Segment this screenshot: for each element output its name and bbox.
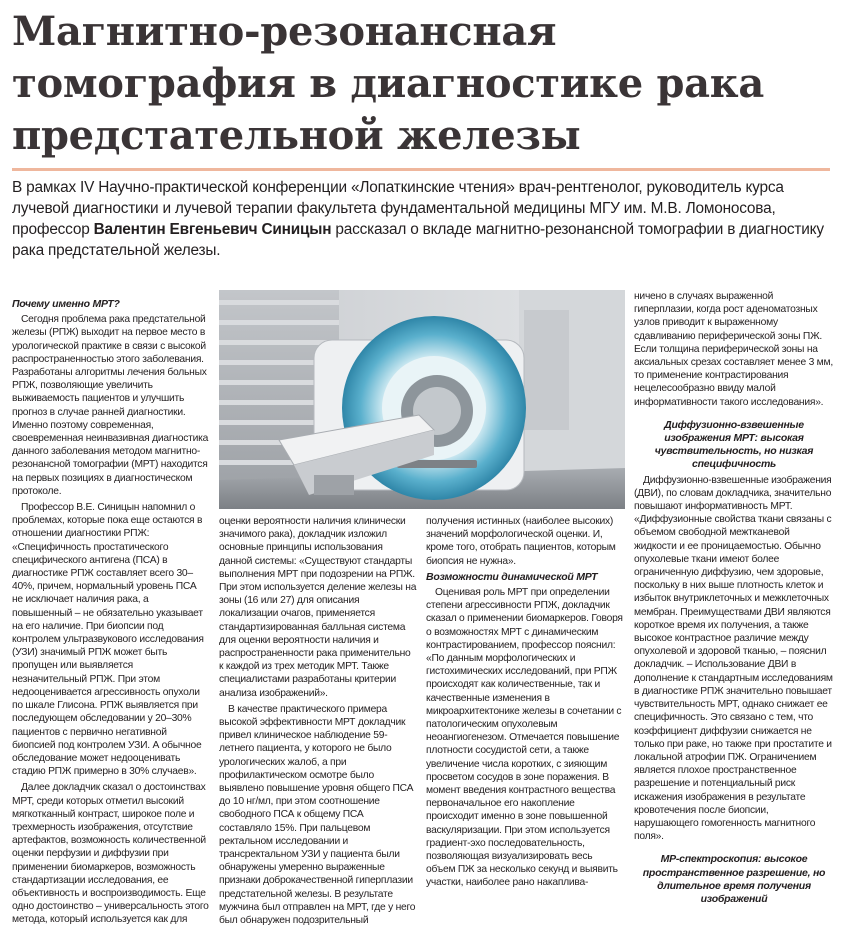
lead-text-start: В рамках IV Научно-практической конференции «Лопаткинские чтения» врач-рентгенолог, руководитель курса лучевой диагностики и лучевой терапии факультета фундаментальной медицины МГУ им. М.В. Ломоносова, профессор: [12, 179, 784, 238]
article-lead: [12, 177, 824, 261]
paragraph: получения истинных (наиболее высоких) значений морфологической оценки. И, кроме того, отобрать пациентов, которым биопсия не нужна».: [426, 516, 616, 567]
paragraph: Далее докладчик сказал о достоинствах МРТ, среди которых отметил высокий мягкотканный контраст, широкое поле и трехмерность изображения, отсутствие артефактов, возможность количественной оценки перфузии и диффузии при применении биомаркеров, возможность стандартизации исследования, ее объективность и воспроизводимость. Еще одно достоинство – универсальность этого метода, который используется как для: [12, 782, 209, 926]
speaker-name: Валентин Евгеньевич Синицын: [93, 221, 332, 238]
paragraph: Сегодня проблема рака предстательной железы (РПЖ) выходит на первое место в урологической практике в связи с высокой распространенностью этого заболевания. Разработаны алгоритмы лечения больных РПЖ, позволяющие увеличить выживаемость пациентов и улучшить прогноз в случае ранней диагностики. Именно поэтому современная, своевременная неинвазивная диагностика данного заболевания методом магнитно-резонансной томографии (МРТ) находится на первых позициях в диагностическом протоколе.: [12, 314, 209, 497]
mri-scanner-illustration: [219, 290, 625, 509]
paragraph: ничено в случаях выраженной гиперплазии, когда рост аденоматозных узлов приводит к выраженному сдавливанию периферической зоны ПЖ. Если толщина периферической зоны на аксиальных срезах составляет менее 3 мм, то применение контрастирования нецелесообразно ввиду малой информативности такого исследования».: [634, 291, 833, 408]
lead-text-end: рассказал о вкладе магнитно-резонансной томографии в диагностику рака предстательной железы.: [12, 221, 824, 259]
column-2: [219, 515, 417, 927]
paragraph: оценки вероятности наличия клинически значимого рака), докладчик изложил основные принципы использования данной системы: «Существуют стандарты выполнения МРТ при подозрении на РПЖ. При этом используется деление железы на зоны (16 или 27) для описания локализации очагов, применяется стандартизированная балльная система для оценки вероятности наличия и распространенности рака применительно к каждой из трех методик МРТ. Также специалистами разработаны критерии анализа изображений».: [219, 516, 417, 699]
section-heading-mr-spectroscopy: МР-спектроскопия: высокое пространственное разрешение, но длительное время получения изображений: [642, 853, 826, 905]
section-heading-dynamic-mri: Возможности динамической МРТ: [426, 570, 598, 583]
column-1: [12, 298, 210, 926]
mri-scanner-photo: [219, 290, 625, 509]
title-divider: [12, 168, 830, 171]
column-4: [634, 290, 834, 905]
paragraph: Оценивая роль МРТ при определении степени агрессивности РПЖ, докладчик сказал о применении биомаркеров. Говоря о возможностях МРТ с динамическим контрастированием, профессор пояснил: «По данным морфологических и гистохимических исследований, при РПЖ происходят как количественные, так и качественные изменения в микроархитектонике железы в сочетании с патологическим опухолевым неоангиогенезом. Отмечается повышение плотности сосудистой сети, а также увеличение числа коротких, с зияющим просветом сосудов в зоне поражения. В момент введения контрастного вещества первоначальное его накопление происходит именно в зоне повышенной васкуляризации. При этом используется градиент-эхо последовательность, позволяющая визуализировать весь объем ПЖ за несколько секунд и выявить участки, наиболее рано накаплива-: [426, 587, 623, 889]
section-heading-why-mri: Почему именно МРТ?: [12, 298, 120, 310]
paragraph: Диффузионно-взвешенные изображения (ДВИ), по словам докладчика, значительно повышают информативность МРТ. «Диффузионные свойства ткани связаны с объемом свободной межтканевой жидкости и ее проницаемостью. Обычно опухолевые ткани имеют более ограниченную диффузию, чем здоровые, поскольку в них выше плотность клеток и избыток внутриклеточных и межклеточных мембран. Преимуществами ДВИ являются короткое время их получения, а также высокое контрастное различие между опухолевой и здоровой тканью, – пояснил докладчик. – Использование ДВИ в дополнение к стандартным исследованиям в диагностике РПЖ значительно повышает чувствительность МРТ, однако снижает ее специфичность. Это связано с тем, что коэффициент диффузии снижается не только при раке, но также при простатите и локальной атрофии ПЖ. Ограничением является плохое пространственное разрешение и потенциальный риск искажения изображения в результате кровотечения после биопсии, нарушающего гомогенность магнитного поля».: [634, 474, 833, 843]
section-heading-dwi: Диффузионно-взвешенные изображения МРТ: высокая чувствительность, но низкая специфичность: [654, 418, 814, 471]
paragraph: В качестве практического примера высокой эффективности МРТ докладчик привел клиническое наблюдение 59-летнего пациента, у которого не было урологических жалоб, а при профилактическом осмотре было выявлено повышение уровня общего ПСА до 10 нг/мл, при этом соотношение свободного ПСА к общему ПСА составляло 15%. При пальцевом ректальном исследовании и трансректальном УЗИ у пациента были обнаружены умеренно выраженные признаки доброкачественной гиперплазии предстательной железы. В результате мужчина был отправлен на МРТ, где у него был обнаружен подозрительный: [219, 703, 416, 927]
column-3: [426, 515, 624, 889]
paragraph: Профессор В.Е. Синицын напомнил о проблемах, которые пока еще остаются в отношении диагностики РПЖ: «Специфичность простатического специфического антигена (ПСА) в диагностике РПЖ составляет всего 30–40%, причем, нормальный уровень ПСА не исключает наличия рака, а повышенный – не обязательно указывает на его наличие. При биопсии под контролем ультразвукового исследования (УЗИ) значимый РПЖ может быть пропущен или выявляется незначительный РПЖ. При этом недооценивается агрессивность опухоли по шкале Глисона. РПЖ выявляется при последующем обследовании у 20–30% пациентов с первично негативной биопсией под контролем УЗИ. А обычное обследование может недооценивать стадию РПЖ примерно в 30% случаев».: [12, 502, 204, 778]
article-title: Магнитно-резонансная томография в диагностике рака предстательной железы: [12, 8, 765, 159]
